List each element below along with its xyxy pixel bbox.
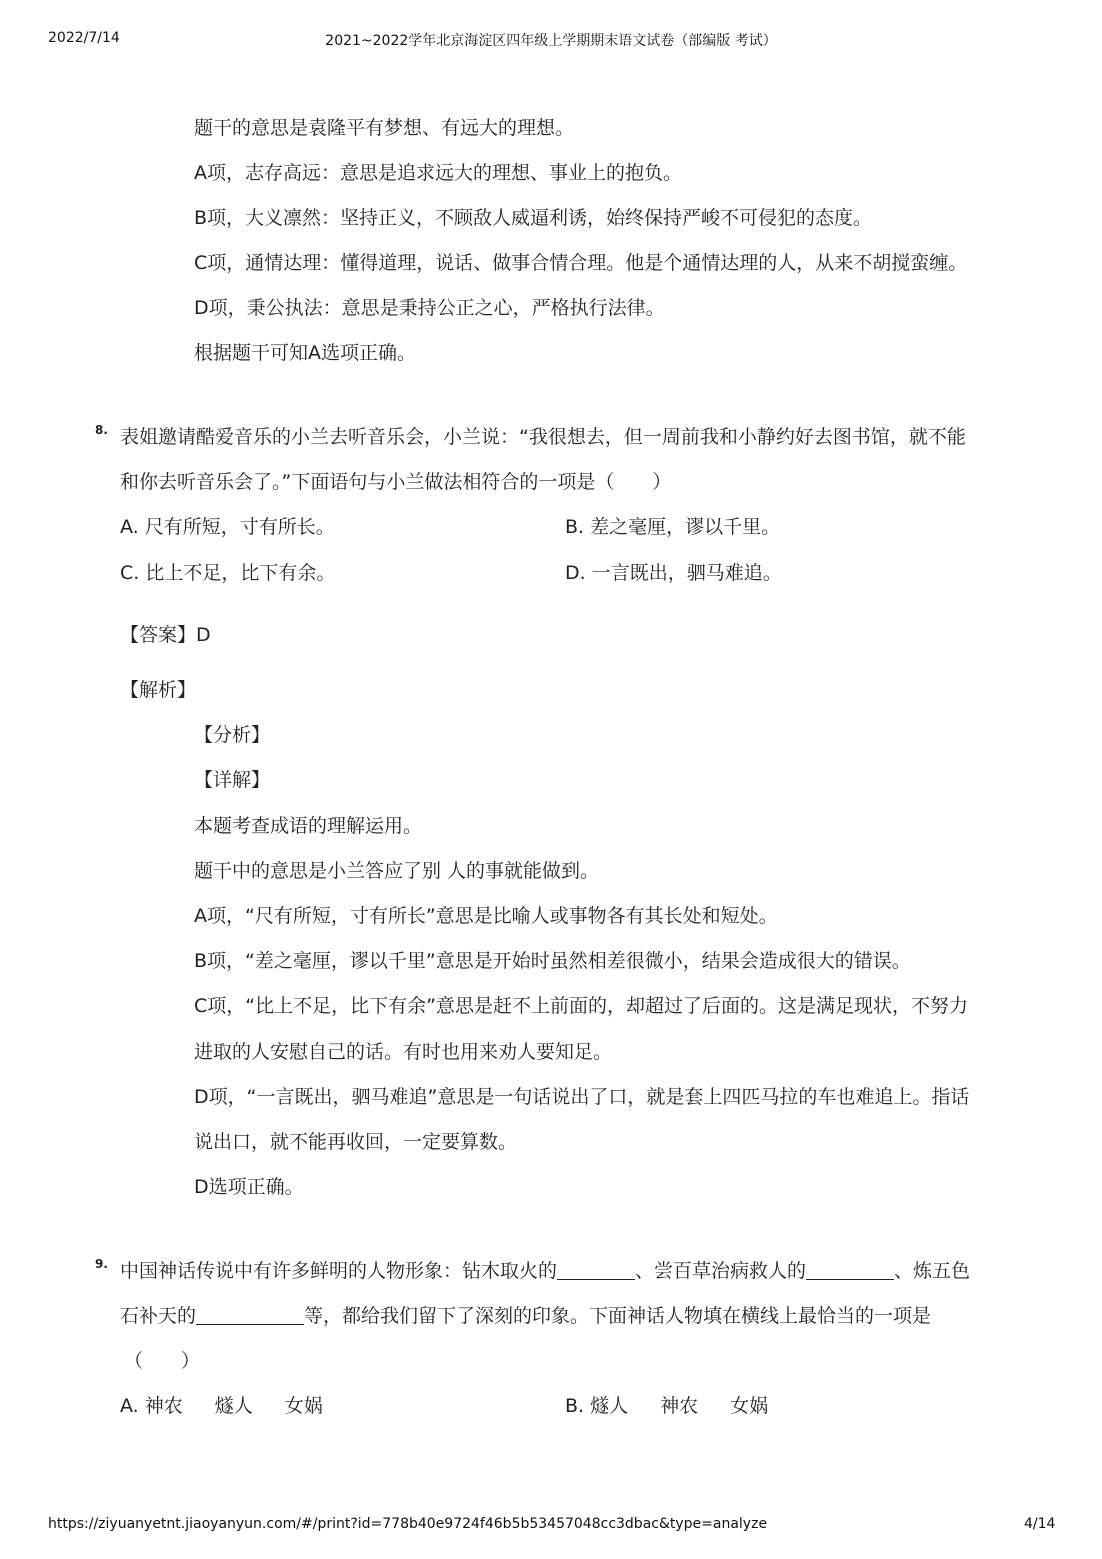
fenxi-label: 【分析】 [194,724,271,746]
page-number: 4/14 [1024,1516,1056,1532]
question-8-option-a: A. 尺有所短，寸有所长。 [120,516,335,538]
question-8-option-d: D. 一言既出，驷马难追。 [565,562,782,584]
prev-explanation-line: 题干的意思是袁隆平有梦想、有远大的理想。 [194,117,575,139]
fill-blank [196,1304,304,1325]
question-number-9: 9. [95,1257,108,1271]
option-name: 燧人 [214,1395,253,1417]
option-name: 神农 [660,1395,699,1417]
option-name: 女娲 [284,1395,323,1417]
fill-blank [557,1259,635,1280]
print-date: 2022/7/14 [48,30,120,46]
question-number-8: 8. [95,423,108,437]
question-9-stem [120,1304,931,1328]
stem-text: 石补天的 [120,1305,197,1327]
analysis-label: 【解析】 [120,679,197,701]
document-title: 2021~2022学年北京海淀区四年级上学期期末语文试卷（部编版 考试） [325,33,777,49]
answer-label: 【答案】D [120,624,211,646]
explanation-line: C项，“比上不足，比下有余”意思是赶不上前面的，却超过了后面的。这是满足现状，不努力 [194,995,968,1017]
question-9-option-b [565,1394,768,1418]
explanation-line: 本题考查成语的理解运用。 [194,815,423,837]
explanation-line: A项，“尺有所短，寸有所长”意思是比喻人或事物各有其长处和短处。 [194,905,778,927]
stem-text: 等，都给我们留下了深刻的印象。下面神话人物填在横线上最恰当的一项是 [304,1305,932,1327]
explanation-line: 进取的人安慰自己的话。有时也用来劝人要知足。 [194,1041,613,1063]
prev-explanation-line: B项，大义凛然：坚持正义，不顾敌人威逼利诱，始终保持严峻不可侵犯的态度。 [194,207,873,229]
stem-text: 、炼五色 [894,1260,971,1282]
question-9-stem [120,1259,970,1283]
question-8-option-b: B. 差之毫厘，谬以千里。 [565,516,781,538]
option-name: 女娲 [730,1395,769,1417]
answer-parentheses: （ ） [124,1350,201,1372]
prev-explanation-line: D项，秉公执法：意思是秉持公正之心，严格执行法律。 [194,297,665,319]
stem-text: 中国神话传说中有许多鲜明的人物形象：钻木取火的 [120,1260,558,1282]
question-8-option-c: C. 比上不足，比下有余。 [120,562,336,584]
prev-explanation-line: A项，志存高远：意思是追求远大的理想、事业上的抱负。 [194,162,682,184]
explanation-line: D项，“一言既出，驷马难追”意思是一句话说出了口，就是套上四匹马拉的车也难追上。指话 [194,1086,970,1108]
question-9-option-a [120,1394,323,1418]
question-8-stem: 和你去听音乐会了。”下面语句与小兰做法相符合的一项是（ ） [120,471,672,493]
xiangjie-label: 【详解】 [194,769,271,791]
prev-explanation-line: 根据题干可知A选项正确。 [194,342,416,364]
page-url: https://ziyuanyetnt.jiaoyanyun.com/#/print?id=778b40e9724f46b5b53457048cc3dbac&type=analyze [48,1516,768,1532]
explanation-line: 说出口，就不能再收回，一定要算数。 [194,1131,518,1153]
prev-explanation-line: C项，通情达理：懂得道理，说话、做事合情合理。他是个通情达理的人，从来不胡搅蛮缠。 [194,252,968,274]
option-label: B. 燧人 [565,1395,629,1417]
stem-text: 、尝百草治病救人的 [635,1260,807,1282]
explanation-line: 题干中的意思是小兰答应了别 人的事就能做到。 [194,860,600,882]
fill-blank [806,1259,894,1280]
question-8-stem: 表姐邀请酷爱音乐的小兰去听音乐会，小兰说：“我很想去，但一周前我和小静约好去图书馆，就不能 [120,426,966,448]
explanation-line: D选项正确。 [194,1176,304,1198]
explanation-line: B项，“差之毫厘，谬以千里”意思是开始时虽然相差很微小，结果会造成很大的错误。 [194,950,911,972]
option-label: A. 神农 [120,1395,183,1417]
